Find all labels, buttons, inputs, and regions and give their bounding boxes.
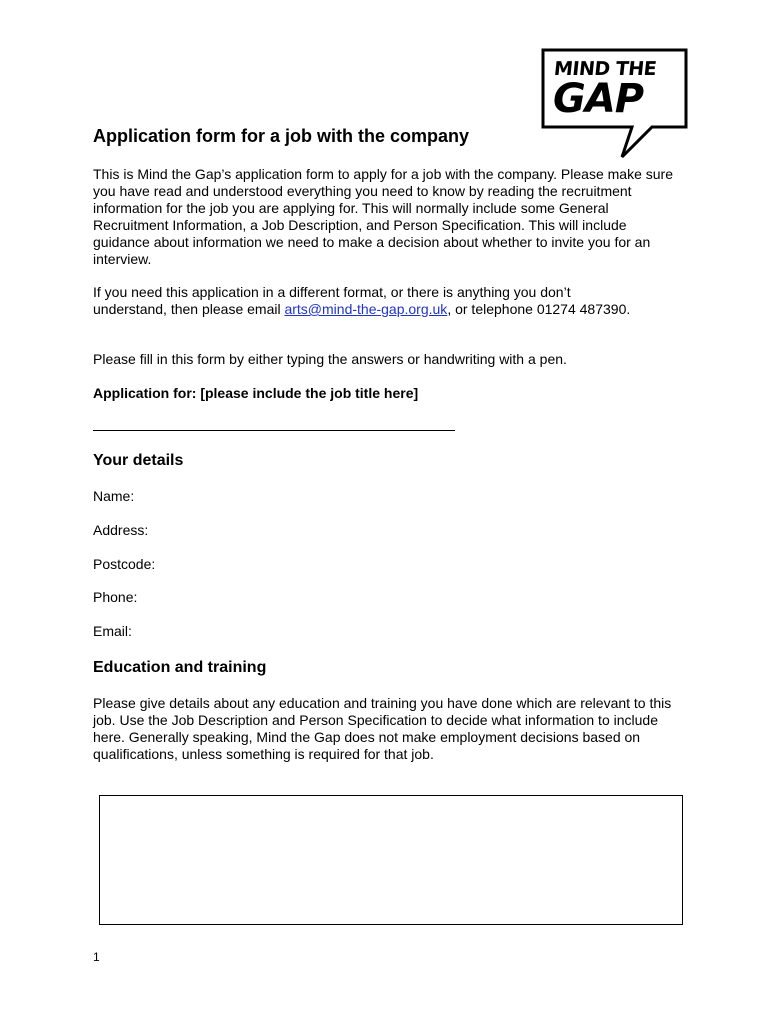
page-title: Application form for a job with the company <box>93 126 470 146</box>
intro-paragraph-2-text-before: If you need this application in a different format, or there is anything you don’t understand, then please email <box>93 284 571 317</box>
intro-paragraph-3: Please fill in this form by either typing the answers or handwriting with a pen. <box>93 351 567 367</box>
intro-paragraph-2-text-after: , or telephone 01274 487390. <box>447 301 631 317</box>
email-label: Email: <box>93 623 132 639</box>
mind-the-gap-logo <box>540 47 690 161</box>
job-title-entry-line[interactable] <box>93 430 455 431</box>
application-for-label: Application for: [please include the job title here] <box>93 385 419 401</box>
name-label: Name: <box>93 488 135 504</box>
logo-text-mind-the: MIND THE <box>552 58 658 80</box>
page-number: 1 <box>93 950 100 964</box>
logo-text-gap: GAP <box>553 76 644 122</box>
education-description: Please give details about any education and training you have done which are relevant to this job. Use the Job Description and Person Specification to decide what information to include here. Generally speaking, Mind the Gap does not make employment decisions based on qualifications, unless something is required for that job. <box>93 695 672 762</box>
intro-paragraph-2 <box>93 284 638 318</box>
postcode-label: Postcode: <box>93 556 156 572</box>
contact-email-link[interactable]: arts@mind-the-gap.org.uk <box>284 301 448 317</box>
education-answer-box[interactable] <box>99 795 683 925</box>
education-heading: Education and training <box>93 659 267 676</box>
phone-label: Phone: <box>93 589 138 605</box>
address-label: Address: <box>93 522 149 538</box>
your-details-heading: Your details <box>93 452 184 469</box>
intro-paragraph-1: This is Mind the Gap’s application form to apply for a job with the company. Please make sure you have read and understood everything you need to know by reading the recruitment information for the job you are applying for. This will normally include some General Recruitment Information, a Job Description, and Person Specification. This will include guidance about information we need to make a decision about whether to invite you for an interview. <box>93 166 673 267</box>
